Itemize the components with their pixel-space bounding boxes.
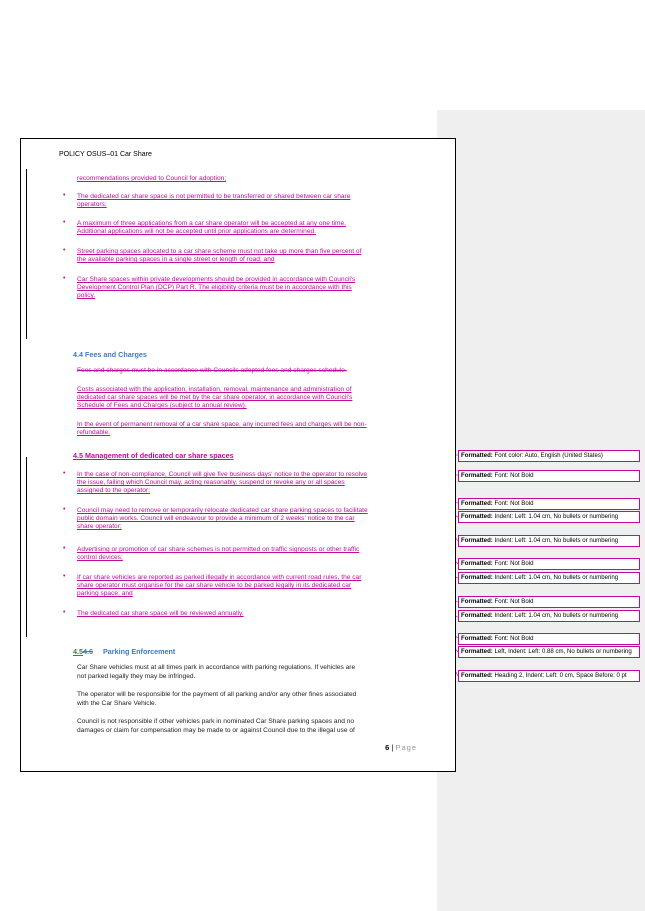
change-bar bbox=[26, 457, 27, 637]
bullet: • bbox=[63, 275, 66, 282]
text-line: The dedicated car share space will be reviewed annually. bbox=[77, 610, 244, 617]
text-line: Car Share spaces within private developments should be provided in accordance with Council's bbox=[77, 276, 356, 283]
bullet: • bbox=[63, 506, 66, 513]
text-line: Advertising or promotion of car share schemes is not permitted on traffic signposts or other traffic bbox=[77, 546, 360, 553]
text-line: A maximum of three applications from a car share operator will be accepted at any one time. bbox=[77, 220, 347, 227]
format-balloon[interactable]: Formatted: Indent: Left: 1.04 cm, No bullets or numbering bbox=[458, 610, 640, 622]
format-balloon[interactable]: Formatted: Indent: Left: 1.04 cm, No bullets or numbering bbox=[458, 572, 640, 584]
text-line: operators; bbox=[77, 201, 107, 208]
bullet: • bbox=[63, 470, 66, 477]
text-line: Development Control Plan (DCP) Part R. The eligibility criteria must be in accordance with this bbox=[77, 284, 352, 291]
format-balloon[interactable]: Formatted: Font: Not Bold bbox=[458, 470, 640, 482]
text-line: Council may need to remove or temporarily relocate dedicated car share parking spaces to facilitate bbox=[77, 507, 368, 514]
page-word: Page bbox=[395, 743, 417, 752]
text-line: refundable. bbox=[77, 429, 110, 436]
text-line: If car share vehicles are reported as parked illegally in accordance with current road rules, the car bbox=[77, 574, 362, 581]
text-line: Fees and charges must be in accordance with Councils adopted fees and charges schedule. bbox=[77, 367, 347, 374]
text-line: Car Share vehicles must at all times park in accordance with parking regulations. If vehicles are bbox=[77, 664, 356, 671]
change-bar bbox=[26, 169, 27, 339]
page-footer: 6 | Page bbox=[385, 743, 417, 752]
text-line: the issue, failing which Council may, acting reasonably, suspend or revoke any or all spaces bbox=[77, 479, 345, 486]
heading-parking-enforcement bbox=[73, 647, 175, 656]
format-balloon[interactable]: Formatted: Font: Not Bold bbox=[458, 633, 640, 645]
format-balloon[interactable]: Formatted: Font: Not Bold bbox=[458, 596, 640, 608]
heading-management: 4.5 Management of dedicated car share spaces bbox=[73, 451, 234, 460]
document-page bbox=[20, 138, 456, 772]
format-balloon[interactable]: Formatted: Indent: Left: 1.04 cm, No bullets or numbering bbox=[458, 535, 640, 547]
text-line: Street parking spaces allocated to a car share scheme must not take up more than five percent of bbox=[77, 248, 362, 255]
text-line: the available parking spaces in a single street or length of road; and bbox=[77, 256, 275, 263]
text-line: parking space; and bbox=[77, 590, 133, 597]
text-line: The dedicated car share space is not permitted to be transferred or shared between car share bbox=[77, 193, 351, 200]
format-balloon[interactable]: Formatted: Indent: Left: 1.04 cm, No bullets or numbering bbox=[458, 511, 640, 523]
format-balloon[interactable]: Formatted: Left, Indent: Left: 0.88 cm, No bullets or numbering bbox=[458, 646, 640, 658]
text-line: assigned to the operator; bbox=[77, 487, 150, 494]
heading-title: Parking Enforcement bbox=[103, 647, 176, 656]
bullet: • bbox=[63, 573, 66, 580]
format-balloon[interactable]: Formatted: Font: Not Bold bbox=[458, 498, 640, 510]
bullet: • bbox=[63, 219, 66, 226]
bullet: • bbox=[63, 247, 66, 254]
bullet: • bbox=[63, 545, 66, 552]
text-line: control devices; bbox=[77, 554, 123, 561]
heading-fees-and-charges: 4.4 Fees and Charges bbox=[73, 350, 147, 359]
text-line: The operator will be responsible for the payment of all parking and/or any other fines associated bbox=[77, 691, 357, 698]
text-line: recommendations provided to Council for adoption; bbox=[77, 175, 227, 182]
text-line: Council is not responsible if other vehicles park in nominated Car Share parking spaces and no bbox=[77, 718, 355, 725]
text-line: Costs associated with the application, installation, removal, maintenance and administration of bbox=[77, 386, 352, 393]
format-balloon[interactable]: Formatted: Font color: Auto, English (United States) bbox=[458, 450, 640, 462]
heading-number-new: 4.5 bbox=[73, 647, 83, 656]
bullet: • bbox=[63, 609, 66, 616]
page-number: 6 bbox=[385, 743, 390, 752]
text-line: Additional applications will not be accepted until prior applications are determined. bbox=[77, 228, 316, 235]
text-line: policy. bbox=[77, 292, 96, 299]
text-line: share operator must organise for the car share vehicle to be parked legally in its dedicated car bbox=[77, 582, 352, 589]
text-line: not parked legally they may be infringed. bbox=[77, 673, 196, 680]
format-balloon[interactable]: Formatted: Heading 2, Indent: Left: 0 cm, Space Before: 0 pt bbox=[458, 670, 640, 682]
heading-number-old: 4.6 bbox=[83, 647, 93, 656]
text-line: In the case of non-compliance, Council will give five business days' notice to the operator to resolve bbox=[77, 471, 368, 478]
text-line: dedicated car share spaces will be met by the car share operator, in accordance with Council's bbox=[77, 394, 353, 401]
text-line: share operator; bbox=[77, 523, 122, 530]
text-line: public domain works. Council will endeavour to provide a minimum of 2 weeks' notice to the car bbox=[77, 515, 355, 522]
text-line: damages or claim for compensation may be made to or against Council due to the illegal use of bbox=[77, 727, 355, 734]
text-line: In the event of permanent removal of a car share space, any incurred fees and charges will be non- bbox=[77, 421, 367, 428]
text-line: Schedule of Fees and Charges (subject to annual review). bbox=[77, 402, 247, 409]
format-balloon[interactable]: Formatted: Font: Not Bold bbox=[458, 558, 640, 570]
bullet: • bbox=[63, 192, 66, 199]
text-line: with the Car Share Vehicle. bbox=[77, 700, 157, 707]
page-header: POLICY OSUS–01 Car Share bbox=[59, 151, 152, 158]
